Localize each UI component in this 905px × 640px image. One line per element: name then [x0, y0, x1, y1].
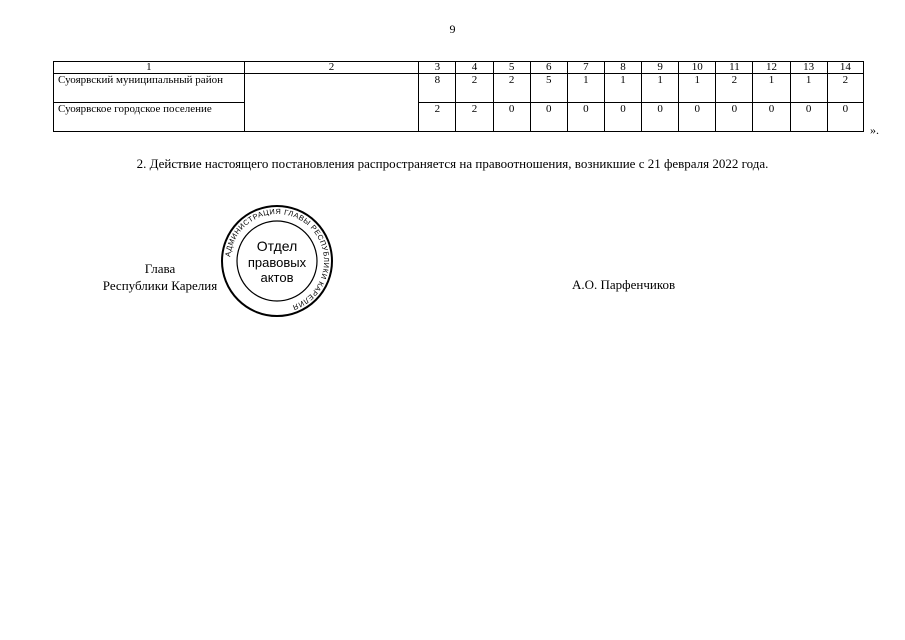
- value-cell: 0: [642, 103, 679, 132]
- value-cell: 8: [419, 74, 456, 103]
- header-cell: 2: [244, 62, 419, 74]
- header-cell: 7: [567, 62, 604, 74]
- value-cell: 1: [753, 74, 790, 103]
- value-cell: 0: [753, 103, 790, 132]
- signatory-title: [95, 260, 225, 294]
- header-cell: 13: [790, 62, 827, 74]
- value-cell: 0: [679, 103, 716, 132]
- header-cell: 1: [54, 62, 245, 74]
- value-cell: 2: [419, 103, 456, 132]
- data-table: [53, 61, 864, 132]
- table-row: [54, 74, 864, 103]
- value-cell: 0: [530, 103, 567, 132]
- value-cell: 1: [679, 74, 716, 103]
- header-cell: 5: [493, 62, 530, 74]
- signatory-title-line: Республики Карелия: [102, 278, 218, 293]
- value-cell: 0: [567, 103, 604, 132]
- empty-cell: [244, 74, 419, 132]
- value-cell: 1: [567, 74, 604, 103]
- stamp-line: актов: [260, 270, 294, 285]
- value-cell: 2: [456, 74, 493, 103]
- resolution-paragraph: 2. Действие настоящего постановления распространяется на правоотношения, возникшие с 21 февраля 2022 года.: [136, 156, 769, 171]
- value-cell: 0: [716, 103, 753, 132]
- value-cell: 0: [604, 103, 641, 132]
- header-cell: 3: [419, 62, 456, 74]
- table-row: [54, 103, 864, 132]
- official-stamp: [220, 204, 334, 318]
- value-cell: 2: [456, 103, 493, 132]
- value-cell: 0: [790, 103, 827, 132]
- header-cell: 12: [753, 62, 790, 74]
- header-cell: 6: [530, 62, 567, 74]
- signatory-name: А.О. Парфенчиков: [572, 277, 676, 292]
- header-cell: 9: [642, 62, 679, 74]
- page-number: 9: [449, 22, 456, 36]
- closing-quote: ».: [870, 123, 879, 137]
- header-cell: 10: [679, 62, 716, 74]
- header-cell: 14: [827, 62, 863, 74]
- value-cell: 5: [530, 74, 567, 103]
- value-cell: 2: [716, 74, 753, 103]
- header-cell: 11: [716, 62, 753, 74]
- table-header-row: [54, 62, 864, 74]
- value-cell: 2: [827, 74, 863, 103]
- stamp-ring-textpath: АДМИНИСТРАЦИЯ ГЛАВЫ РЕСПУБЛИКИ КАРЕЛИЯ: [223, 206, 332, 313]
- stamp-line: Отдел: [256, 238, 298, 254]
- value-cell: 1: [790, 74, 827, 103]
- signatory-title-line: Глава: [144, 261, 176, 276]
- value-cell: 1: [642, 74, 679, 103]
- header-cell: 4: [456, 62, 493, 74]
- header-cell: 8: [604, 62, 641, 74]
- stamp-line: правовых: [247, 255, 307, 270]
- value-cell: 2: [493, 74, 530, 103]
- value-cell: 0: [827, 103, 863, 132]
- value-cell: 1: [604, 74, 641, 103]
- value-cell: 0: [493, 103, 530, 132]
- row-name-cell: Суоярвский муниципальный район: [54, 74, 245, 103]
- row-name-cell: Суоярвское городское поселение: [54, 103, 245, 132]
